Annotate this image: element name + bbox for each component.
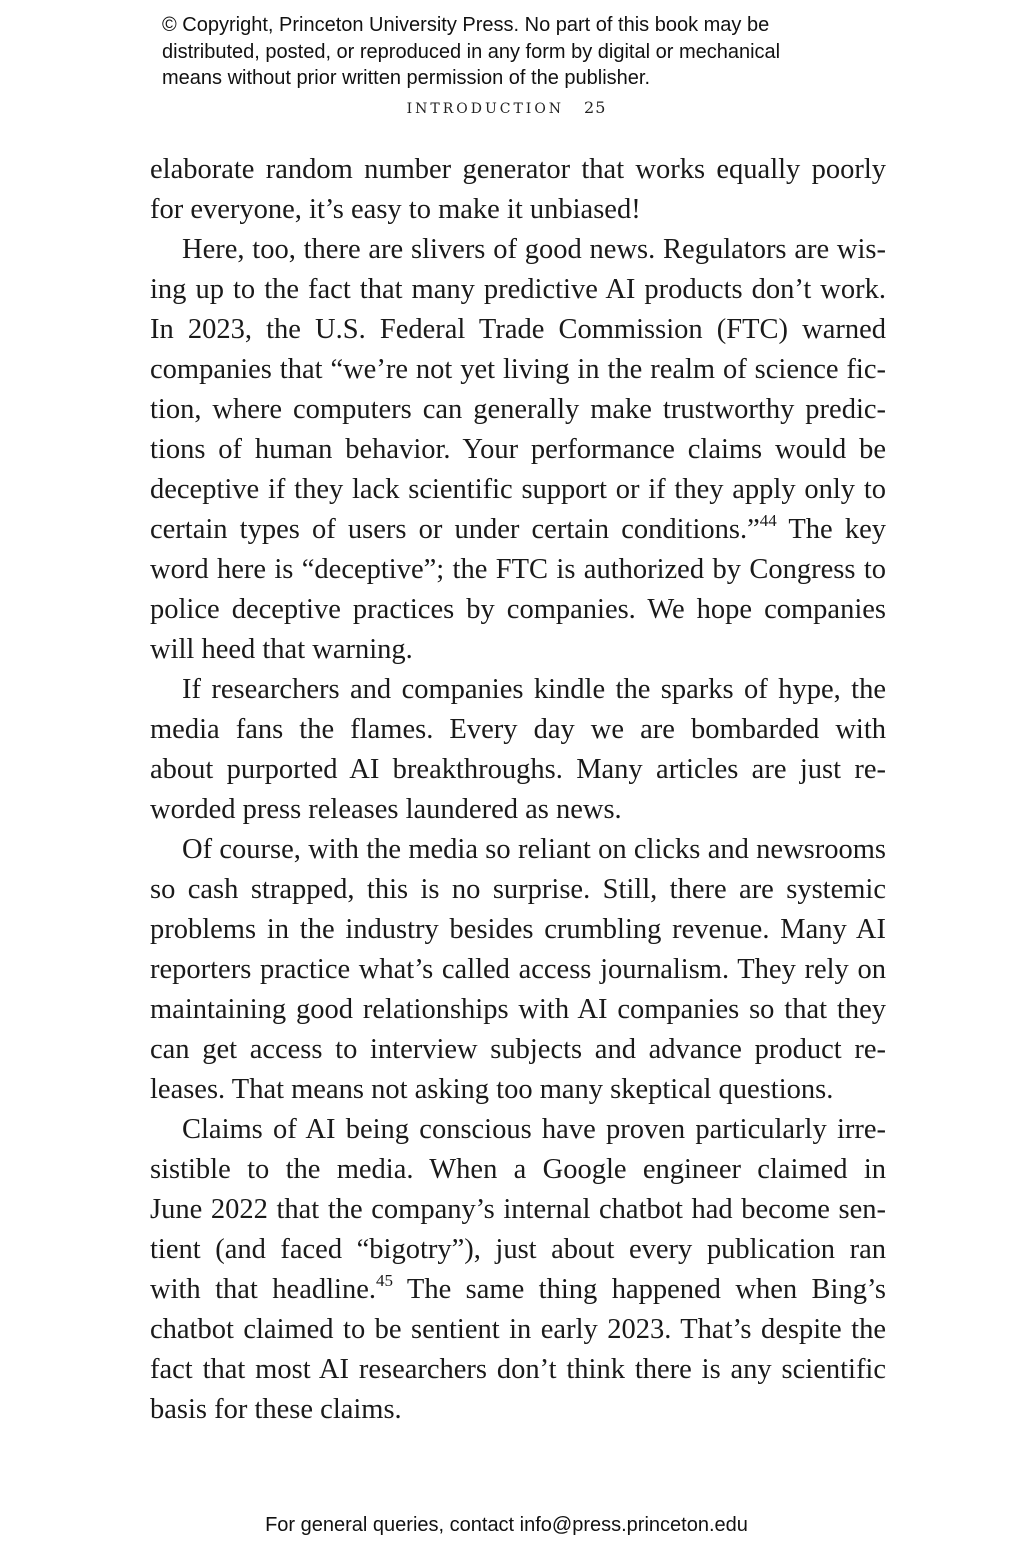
text-line: tions of human behavior. Your performance claims would be — [150, 434, 886, 465]
text-line: basis for these claims. — [150, 1394, 402, 1425]
text-fragment: with that headline. — [150, 1274, 376, 1305]
text-line: for everyone, it’s easy to make it unbiased! — [150, 194, 641, 225]
text-line: problems in the industry besides crumbling revenue. Many AI — [150, 914, 886, 945]
text-line: maintaining good relationships with AI companies so that they — [150, 994, 886, 1025]
text-line: police deceptive practices by companies. We hope companies — [150, 594, 886, 625]
text-line: about purported AI breakthroughs. Many articles are just re- — [150, 754, 886, 785]
text-line: Claims of AI being conscious have proven particularly irre- — [182, 1114, 886, 1145]
text-line: Of course, with the media so reliant on clicks and newsrooms — [182, 834, 886, 865]
text-line: ing up to the fact that many predictive AI products don’t work. — [150, 274, 886, 305]
text-line: June 2022 that the company’s internal chatbot had become sen- — [150, 1194, 886, 1225]
text-line — [150, 510, 886, 550]
footnote-reference[interactable]: 44 — [759, 511, 777, 530]
copyright-line: distributed, posted, or reproduced in any form by digital or mechanical — [162, 40, 781, 63]
text-fragment: certain types of users or under certain conditions.” — [150, 514, 760, 545]
copyright-line: © Copyright, Princeton University Press. No part of this book may be — [162, 14, 770, 36]
text-fragment: The key — [776, 514, 886, 545]
text-line: leases. That means not asking too many skeptical questions. — [150, 1074, 834, 1105]
text-line: media fans the flames. Every day we are bombarded with — [150, 714, 886, 745]
text-line: so cash strapped, this is no surprise. Still, there are systemic — [150, 874, 886, 905]
copyright-line: means without prior written permission of the publisher. — [162, 67, 651, 89]
text-line: worded press releases laundered as news. — [150, 794, 622, 825]
text-fragment: The same thing happened when Bing’s — [392, 1274, 886, 1305]
running-head — [0, 98, 1013, 117]
text-line — [150, 1270, 886, 1310]
text-line: fact that most AI researchers don’t think there is any scientific — [150, 1354, 886, 1385]
footnote-reference[interactable]: 45 — [375, 1271, 393, 1290]
text-line: will heed that warning. — [150, 634, 413, 665]
page-number: 25 — [584, 98, 607, 117]
text-line: In 2023, the U.S. Federal Trade Commission (FTC) warned — [150, 314, 886, 345]
text-line: If researchers and companies kindle the sparks of hype, the — [182, 674, 886, 705]
text-line: tient (and faced “bigotry”), just about every publication ran — [150, 1234, 886, 1265]
text-line: chatbot claimed to be sentient in early 2023. That’s despite the — [150, 1314, 886, 1345]
text-line: deceptive if they lack scientific support or if they apply only to — [150, 474, 886, 505]
text-line: word here is “deceptive”; the FTC is authorized by Congress to — [150, 554, 886, 585]
running-head-title: INTRODUCTION — [406, 101, 565, 117]
text-line: Here, too, there are slivers of good news. Regulators are wis- — [182, 234, 886, 265]
copyright-notice — [162, 12, 882, 92]
text-line: can get access to interview subjects and advance product re- — [150, 1034, 886, 1065]
footer-contact: For general queries, contact info@press.princeton.edu — [265, 1514, 748, 1536]
text-line: tion, where computers can generally make trustworthy predic- — [150, 394, 886, 425]
text-line: companies that “we’re not yet living in the realm of science fic- — [150, 354, 886, 385]
text-line: reporters practice what’s called access journalism. They rely on — [150, 954, 886, 985]
text-line: elaborate random number generator that works equally poorly — [150, 154, 886, 185]
text-line: sistible to the media. When a Google engineer claimed in — [150, 1154, 886, 1185]
body-text — [150, 150, 886, 1430]
